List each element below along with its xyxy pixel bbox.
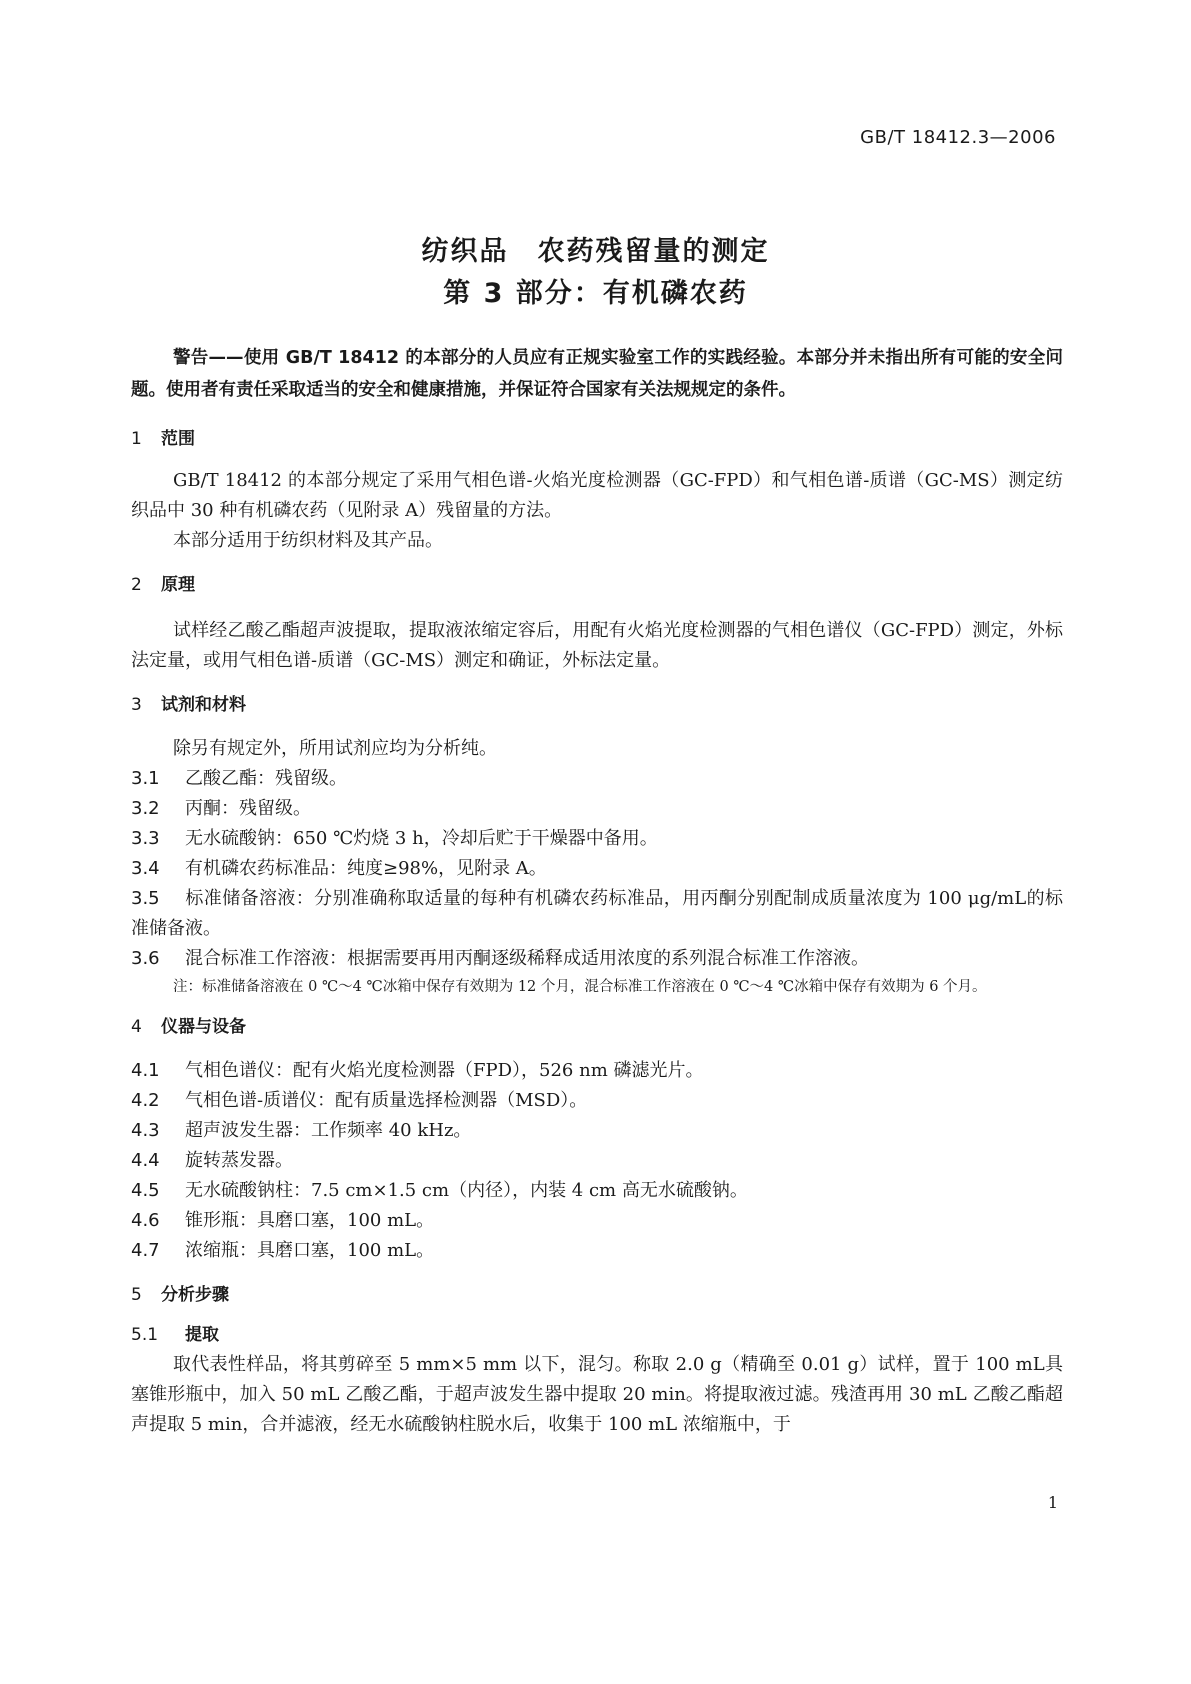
item-text: 锥形瓶：具磨口塞，100 mL。 xyxy=(185,1210,435,1231)
item-text: 超声波发生器：工作频率 40 kHz。 xyxy=(185,1120,472,1141)
item-text: 标准储备溶液：分别准确称取适量的每种有机磷农药标准品，用丙酮分别配制成质量浓度为 100 μg/mL的标准储备液。 xyxy=(131,888,1063,939)
list-item xyxy=(131,884,1063,944)
section-heading-apparatus xyxy=(131,1012,1063,1042)
section-title: 原理 xyxy=(161,575,195,595)
item-number: 3.2 xyxy=(131,798,160,819)
item-number: 4.6 xyxy=(131,1210,160,1231)
document-subtitle: 第 3 部分：有机磷农药 xyxy=(443,278,748,309)
item-number: 4.3 xyxy=(131,1120,160,1141)
section-number: 5 xyxy=(131,1285,142,1305)
list-item xyxy=(131,1056,1063,1086)
section-number: 3 xyxy=(131,695,142,715)
section-title: 范围 xyxy=(161,429,195,449)
item-number: 4.7 xyxy=(131,1240,160,1261)
item-text: 有机磷农药标准品：纯度≥98%，见附录 A。 xyxy=(185,858,547,879)
standard-code: GB/T 18412.3—2006 xyxy=(860,127,1056,148)
list-item xyxy=(131,944,1063,974)
item-text: 无水硫酸钠：650 ℃灼烧 3 h，冷却后贮于干燥器中备用。 xyxy=(185,828,658,849)
scope-paragraph-2: 本部分适用于纺织材料及其产品。 xyxy=(173,530,443,551)
item-text: 丙酮：残留级。 xyxy=(185,798,311,819)
list-item xyxy=(131,1176,1063,1206)
subsection-title: 提取 xyxy=(185,1325,219,1345)
list-item xyxy=(131,1116,1063,1146)
apparatus-list xyxy=(131,1056,1063,1266)
scope-paragraph-1: GB/T 18412 的本部分规定了采用气相色谱-火焰光度检测器（GC-FPD）和气相色谱-质谱（GC-MS）测定纺织品中 30 种有机磷农药（见附录 A）残留量的方法。 xyxy=(131,470,1063,521)
document-body xyxy=(131,342,1063,1440)
section-number: 1 xyxy=(131,429,142,449)
page-number: 1 xyxy=(1047,1493,1058,1512)
item-number: 4.1 xyxy=(131,1060,160,1081)
reagents-intro: 除另有规定外，所用试剂应均为分析纯。 xyxy=(173,738,497,759)
principle-paragraph: 试样经乙酸乙酯超声波提取，提取液浓缩定容后，用配有火焰光度检测器的气相色谱仪（GC-FPD）测定，外标法定量，或用气相色谱-质谱（GC-MS）测定和确证，外标法定量。 xyxy=(131,620,1063,671)
list-item xyxy=(131,1086,1063,1116)
extraction-paragraph: 取代表性样品，将其剪碎至 5 mm×5 mm 以下，混匀。称取 2.0 g（精确至 0.01 g）试样，置于 100 mL具塞锥形瓶中，加入 50 mL 乙酸乙酯，于超声波发生器中提取 20 min。将提取液过滤。残渣再用 30 mL 乙酸乙酯超声提取 5 min，合并滤液，经无水硫酸钠柱脱水后，收集于 100 mL 浓缩瓶中，于 xyxy=(131,1354,1063,1435)
item-text: 混合标准工作溶液：根据需要再用丙酮逐级稀释成适用浓度的系列混合标准工作溶液。 xyxy=(185,948,869,969)
subsection-heading-extraction xyxy=(131,1320,1063,1350)
item-number: 3.6 xyxy=(131,948,160,969)
item-text: 浓缩瓶：具磨口塞，100 mL。 xyxy=(185,1240,435,1261)
item-number: 3.4 xyxy=(131,858,160,879)
storage-note: 注：标准储备溶液在 0 ℃～4 ℃冰箱中保存有效期为 12 个月，混合标准工作溶液在 0 ℃～4 ℃冰箱中保存有效期为 6 个月。 xyxy=(173,979,987,995)
section-title: 分析步骤 xyxy=(161,1285,229,1305)
section-number: 2 xyxy=(131,575,142,595)
list-item xyxy=(131,1236,1063,1266)
section-title: 试剂和材料 xyxy=(161,695,246,715)
list-item xyxy=(131,794,1063,824)
list-item xyxy=(131,1206,1063,1236)
document-title: 纺织品 农药残留量的测定 xyxy=(421,236,770,267)
list-item xyxy=(131,824,1063,854)
item-number: 4.5 xyxy=(131,1180,160,1201)
item-text: 乙酸乙酯：残留级。 xyxy=(185,768,347,789)
item-number: 3.1 xyxy=(131,768,160,789)
item-number: 3.5 xyxy=(131,888,160,909)
subsection-number: 5.1 xyxy=(131,1325,159,1345)
section-heading-procedure xyxy=(131,1280,1063,1310)
section-number: 4 xyxy=(131,1017,142,1037)
item-text: 气相色谱-质谱仪：配有质量选择检测器（MSD）。 xyxy=(185,1090,588,1111)
list-item xyxy=(131,764,1063,794)
section-heading-scope xyxy=(131,424,1063,454)
section-heading-principle xyxy=(131,570,1063,600)
warning-paragraph: 警告——使用 GB/T 18412 的本部分的人员应有正规实验室工作的实践经验。本部分并未指出所有可能的安全问题。使用者有责任采取适当的安全和健康措施，并保证符合国家有关法规规定的条件。 xyxy=(131,348,1063,400)
item-number: 4.4 xyxy=(131,1150,160,1171)
list-item xyxy=(131,1146,1063,1176)
item-number: 3.3 xyxy=(131,828,160,849)
item-text: 气相色谱仪：配有火焰光度检测器（FPD），526 nm 磷滤光片。 xyxy=(185,1060,704,1081)
item-text: 旋转蒸发器。 xyxy=(185,1150,293,1171)
item-text: 无水硫酸钠柱：7.5 cm×1.5 cm（内径），内装 4 cm 高无水硫酸钠。 xyxy=(185,1180,748,1201)
section-heading-reagents xyxy=(131,690,1063,720)
item-number: 4.2 xyxy=(131,1090,160,1111)
section-title: 仪器与设备 xyxy=(161,1017,246,1037)
list-item xyxy=(131,854,1063,884)
